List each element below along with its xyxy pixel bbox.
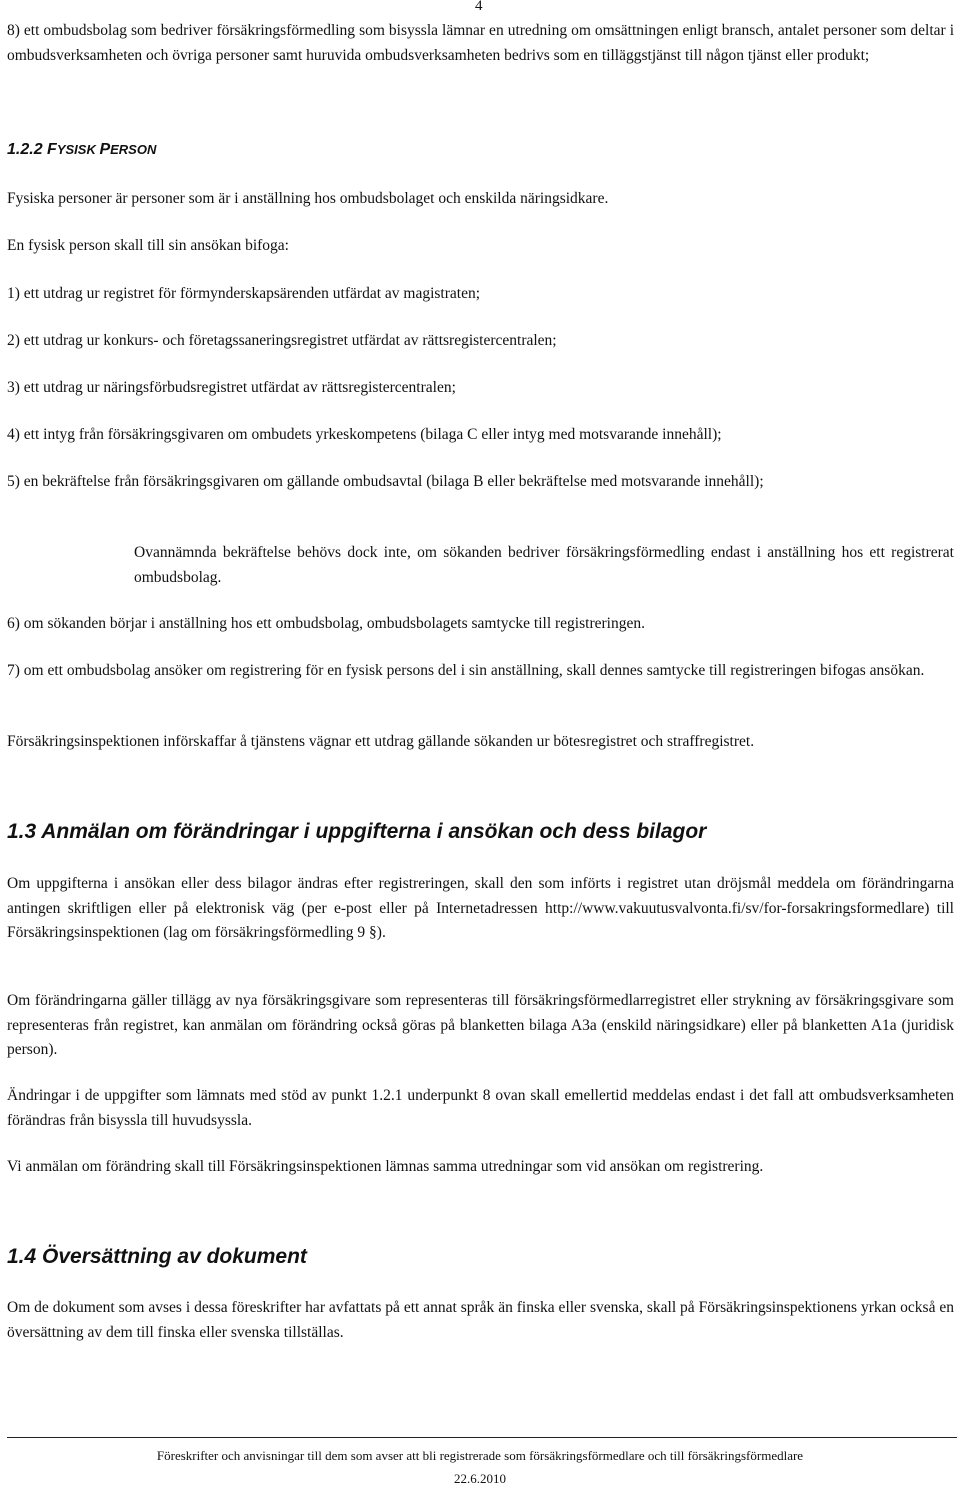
section-1-3-paragraph-2: Om förändringarna gäller tillägg av nya försäkringsgivare som representeras till försäkringsförmedlarregistret eller strykning av försäkringsgivare som representeras från registret, kan anmälan om förändring också göras på blanketten bilaga A3a (enskild näringsidkare) eller på blanketten A1a (juridisk person).: [7, 992, 954, 1058]
heading-initial-f: F: [47, 141, 57, 158]
section-heading-1-3: 1.3 Anmälan om förändringar i uppgifterna i ansökan och dess bilagor: [7, 820, 707, 843]
item-8-paragraph: 8) ett ombudsbolag som bedriver försäkringsförmedling som bisyssla lämnar en utredning om omsättningen enligt bransch, antalet personer som deltar i ombudsverksamheten och övriga personer samt huruvida ombudsverksamheten bedrivs som en tilläggstjänst till någon tjänst eller produkt;: [7, 22, 954, 64]
list-item-7: 7) om ett ombudsbolag ansöker om registrering för en fysisk persons del i sin anställning, skall dennes samtycke till registreringen bifogas ansökan.: [7, 662, 925, 679]
footer-divider: [7, 1437, 957, 1438]
heading-initial-p: P: [99, 141, 111, 158]
heading-word-2: ERSON: [110, 142, 157, 157]
section-heading-1-4: 1.4 Översättning av dokument: [7, 1245, 307, 1268]
list-item-6: 6) om sökanden börjar i anställning hos ett ombudsbolag, ombudsbolagets samtycke till registreringen.: [7, 615, 645, 632]
section-1-3-paragraph-4: Vi anmälan om förändring skall till Försäkringsinspektionen lämnas samma utredningar som vid ansökan om registrering.: [7, 1158, 764, 1175]
list-item-5: 5) en bekräftelse från försäkringsgivaren om gällande ombudsavtal (bilaga B eller bekräftelse med motsvarande innehåll);: [7, 473, 764, 490]
section-heading-1-2-2: [7, 141, 156, 159]
list-item-4: 4) ett intyg från försäkringsgivaren om ombudets yrkeskompetens (bilaga C eller intyg med motsvarande innehåll);: [7, 426, 722, 443]
list-item-2: 2) ett utdrag ur konkurs- och företagssaneringsregistret utfärdat av rättsregistercentralen;: [7, 332, 557, 349]
footer-date: 22.6.2010: [454, 1471, 506, 1486]
section-1-3-paragraph-3: Ändringar i de uppgifter som lämnats med stöd av punkt 1.2.1 underpunkt 8 ovan skall emellertid meddelas endast i det fall att ombudsverksamheten förändras från bisyssla till huvudsyssla.: [7, 1087, 954, 1129]
footer-title: Föreskrifter och anvisningar till dem som avser att bli registrerade som försäkringsförmedlare och till försäkringsförmedlare: [156, 1448, 804, 1463]
list-item-3: 3) ett utdrag ur näringsförbudsregistret utfärdat av rättsregistercentralen;: [7, 379, 456, 396]
heading-number: 1.2.2: [7, 141, 43, 158]
fysiska-paragraph: Fysiska personer är personer som är i anställning hos ombudsbolaget och enskilda näringsidkare.: [7, 190, 609, 207]
intro-paragraph: En fysisk person skall till sin ansökan bifoga:: [7, 237, 289, 254]
inspektion-paragraph: Försäkringsinspektionen införskaffar å tjänstens vägnar ett utdrag gällande sökanden ur bötesregistret och straffregistret.: [7, 733, 755, 750]
page-number: 4: [475, 0, 483, 14]
list-item-5-note: Ovannämnda bekräftelse behövs dock inte, om sökanden bedriver försäkringsförmedling endast i anställning hos ett registrerat ombudsbolag.: [134, 544, 954, 586]
list-item-1: 1) ett utdrag ur registret för förmynderskapsärenden utfärdat av magistraten;: [7, 285, 480, 302]
section-1-3-paragraph-1: Om uppgifterna i ansökan eller dess bilagor ändras efter registreringen, skall den som införts i registret utan dröjsmål meddela om förändringarna antingen skriftligen eller på elektronisk väg (per e-post eller på Internetadressen http://www.vakuutusvalvonta.fi/sv/for-forsakringsformedlare) till Försäkringsinspektionen (lag om försäkringsförmedling 9 §).: [7, 875, 954, 941]
section-1-4-paragraph-1: Om de dokument som avses i dessa föreskrifter har avfattats på ett annat språk än finska eller svenska, skall på Försäkringsinspektionens yrkan också en översättning av dem till finska eller svenska tillställas.: [7, 1299, 954, 1341]
heading-word-1: YSISK: [56, 142, 100, 157]
